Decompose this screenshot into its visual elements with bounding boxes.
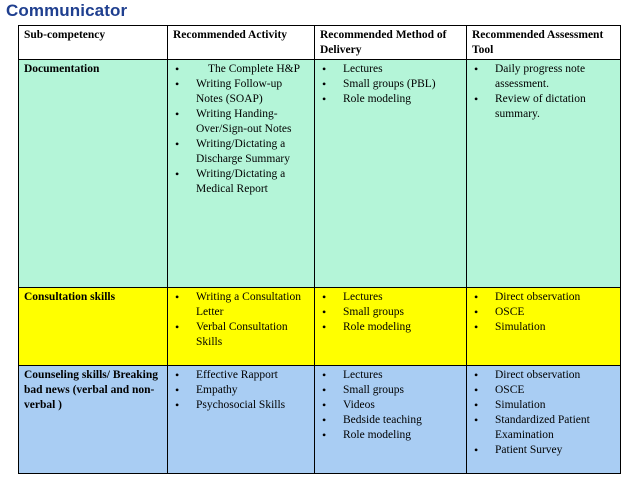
list-item: • OSCE <box>472 383 616 398</box>
list-item: • Videos <box>320 398 462 413</box>
delivery-cell <box>315 366 467 474</box>
table-row <box>19 288 621 366</box>
list-item: • Writing/Dictating a Discharge Summary <box>173 137 310 167</box>
list-item: • Standardized Patient Examination <box>472 413 616 443</box>
activity-cell <box>168 366 315 474</box>
header-cell: Recommended Activity <box>168 26 315 60</box>
sub-competency-cell: Consultation skills <box>19 288 168 366</box>
sub-competency-cell: Documentation <box>19 60 168 288</box>
list-item: • Verbal Consultation Skills <box>173 320 310 350</box>
list-item: • Direct observation <box>472 368 616 383</box>
list-item: • Bedside teaching <box>320 413 462 428</box>
table-row <box>19 366 621 474</box>
bullet-list <box>320 368 462 443</box>
list-item: • Psychosocial Skills <box>173 398 310 413</box>
bullet-list <box>320 62 462 107</box>
delivery-cell <box>315 60 467 288</box>
bullet-list <box>173 290 310 350</box>
activity-cell <box>168 288 315 366</box>
list-item: • Daily progress note assessment. <box>472 62 616 92</box>
activity-cell <box>168 60 315 288</box>
list-item: • Role modeling <box>320 92 462 107</box>
list-item: • Empathy <box>173 383 310 398</box>
header-cell: Recommended Assessment Tool <box>467 26 621 60</box>
list-item: • Effective Rapport <box>173 368 310 383</box>
assessment-cell <box>467 288 621 366</box>
list-item: • Role modeling <box>320 428 462 443</box>
competency-table <box>18 25 621 474</box>
header-cell: Recommended Method of Delivery <box>315 26 467 60</box>
header-cell: Sub-competency <box>19 26 168 60</box>
bullet-list <box>472 368 616 458</box>
list-item: • Writing a Consultation Letter <box>173 290 310 320</box>
sub-competency-cell: Counseling skills/ Breaking bad news (verbal and non-verbal ) <box>19 366 168 474</box>
table-header-row <box>19 26 621 60</box>
list-item: • Simulation <box>472 320 616 335</box>
bullet-list <box>173 62 310 197</box>
assessment-cell <box>467 366 621 474</box>
list-item: • Small groups (PBL) <box>320 77 462 92</box>
page-title: Communicator <box>6 1 128 20</box>
list-item: • Writing Follow-up Notes (SOAP) <box>173 77 310 107</box>
list-item: • The Complete H&P <box>173 62 310 77</box>
list-item: • Role modeling <box>320 320 462 335</box>
list-item: • Writing Handing-Over/Sign-out Notes <box>173 107 310 137</box>
table-row <box>19 60 621 288</box>
assessment-cell <box>467 60 621 288</box>
bullet-list <box>320 290 462 335</box>
list-item: • Lectures <box>320 62 462 77</box>
list-item: • Review of dictation summary. <box>472 92 616 122</box>
list-item: • Lectures <box>320 290 462 305</box>
list-item: • Direct observation <box>472 290 616 305</box>
list-item: • Simulation <box>472 398 616 413</box>
bullet-list <box>472 290 616 335</box>
list-item: • Small groups <box>320 305 462 320</box>
bullet-list <box>472 62 616 122</box>
list-item: • Lectures <box>320 368 462 383</box>
list-item: • OSCE <box>472 305 616 320</box>
list-item: • Patient Survey <box>472 443 616 458</box>
list-item: • Small groups <box>320 383 462 398</box>
bullet-list <box>173 368 310 413</box>
list-item: • Writing/Dictating a Medical Report <box>173 167 310 197</box>
delivery-cell <box>315 288 467 366</box>
